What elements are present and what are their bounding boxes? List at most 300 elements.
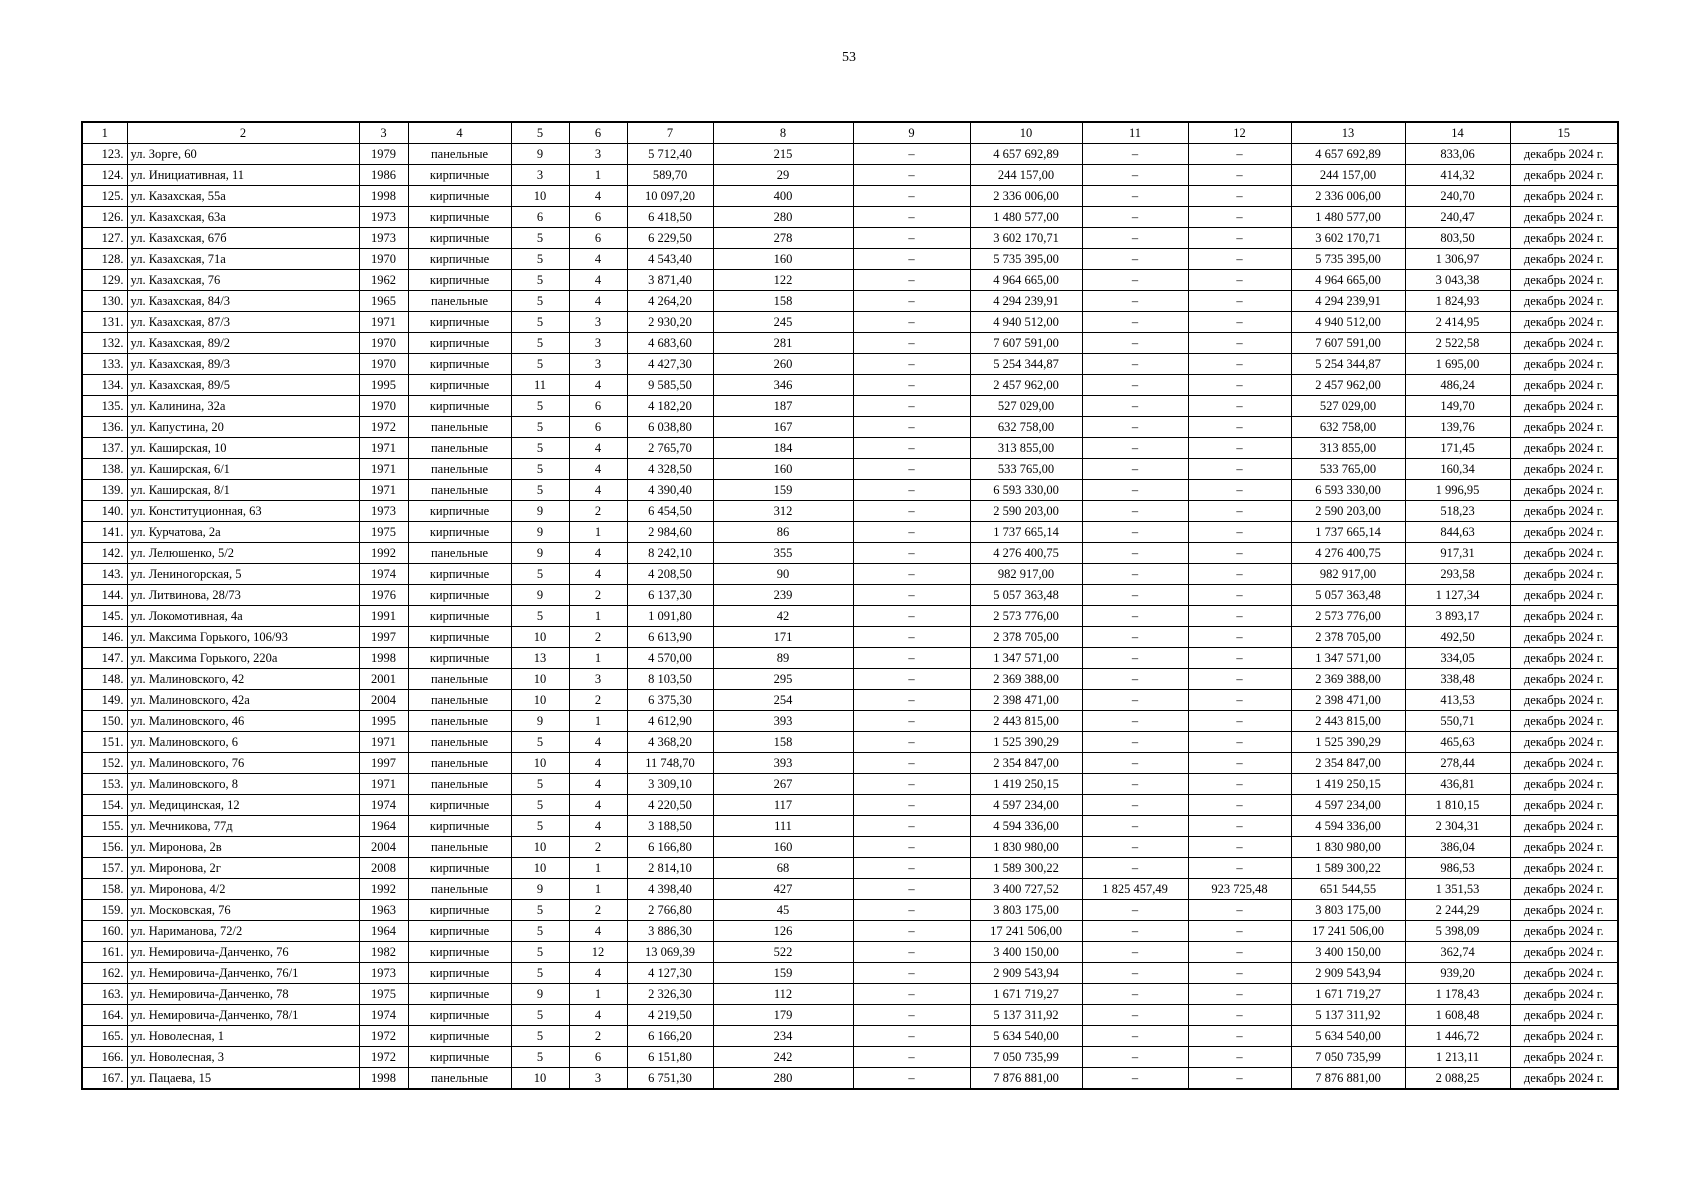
entrances-cell: 4 bbox=[569, 921, 627, 942]
area-cell: 4 264,20 bbox=[627, 291, 713, 312]
deadline-cell: декабрь 2024 г. bbox=[1510, 438, 1618, 459]
col11-amount-cell: – bbox=[1082, 774, 1188, 795]
table-row bbox=[82, 522, 1618, 543]
entrances-cell: 1 bbox=[569, 879, 627, 900]
year-cell: 1964 bbox=[359, 921, 408, 942]
area-cell: 6 166,20 bbox=[627, 1026, 713, 1047]
table-row bbox=[82, 879, 1618, 900]
col13-amount-cell: 244 157,00 bbox=[1291, 165, 1405, 186]
area-cell: 13 069,39 bbox=[627, 942, 713, 963]
col14-rate-cell: 833,06 bbox=[1405, 144, 1510, 165]
deadline-cell: декабрь 2024 г. bbox=[1510, 627, 1618, 648]
deadline-cell: декабрь 2024 г. bbox=[1510, 732, 1618, 753]
col11-amount-cell: – bbox=[1082, 816, 1188, 837]
address-cell: ул. Немировича-Данченко, 78/1 bbox=[127, 1005, 359, 1026]
floors-cell: 5 bbox=[511, 480, 569, 501]
deadline-cell: декабрь 2024 г. bbox=[1510, 522, 1618, 543]
col14-rate-cell: 1 306,97 bbox=[1405, 249, 1510, 270]
col11-amount-cell: – bbox=[1082, 795, 1188, 816]
year-cell: 1991 bbox=[359, 606, 408, 627]
address-cell: ул. Немировича-Данченко, 76/1 bbox=[127, 963, 359, 984]
floors-cell: 5 bbox=[511, 312, 569, 333]
residents-cell: 245 bbox=[713, 312, 853, 333]
table-row bbox=[82, 900, 1618, 921]
residents-cell: 522 bbox=[713, 942, 853, 963]
residents-cell: 215 bbox=[713, 144, 853, 165]
year-cell: 1972 bbox=[359, 1026, 408, 1047]
table-row bbox=[82, 543, 1618, 564]
wall-material-cell: кирпичные bbox=[408, 564, 511, 585]
residents-cell: 393 bbox=[713, 753, 853, 774]
year-cell: 2008 bbox=[359, 858, 408, 879]
column-header-13: 13 bbox=[1291, 122, 1405, 144]
wall-material-cell: кирпичные bbox=[408, 186, 511, 207]
col14-rate-cell: 1 608,48 bbox=[1405, 1005, 1510, 1026]
entrances-cell: 4 bbox=[569, 1005, 627, 1026]
col12-amount-cell: – bbox=[1188, 354, 1291, 375]
year-cell: 1974 bbox=[359, 1005, 408, 1026]
wall-material-cell: панельные bbox=[408, 480, 511, 501]
table-row bbox=[82, 1068, 1618, 1090]
col12-amount-cell: – bbox=[1188, 606, 1291, 627]
wall-material-cell: кирпичные bbox=[408, 606, 511, 627]
year-cell: 1970 bbox=[359, 396, 408, 417]
col9-cell: – bbox=[853, 270, 970, 291]
col10-amount-cell: 1 525 390,29 bbox=[970, 732, 1082, 753]
address-cell: ул. Нариманова, 72/2 bbox=[127, 921, 359, 942]
col14-rate-cell: 1 996,95 bbox=[1405, 480, 1510, 501]
row-number-cell: 148. bbox=[82, 669, 127, 690]
wall-material-cell: панельные bbox=[408, 837, 511, 858]
entrances-cell: 3 bbox=[569, 144, 627, 165]
deadline-cell: декабрь 2024 г. bbox=[1510, 816, 1618, 837]
col11-amount-cell: – bbox=[1082, 984, 1188, 1005]
residents-cell: 254 bbox=[713, 690, 853, 711]
column-header-10: 10 bbox=[970, 122, 1082, 144]
col9-cell: – bbox=[853, 753, 970, 774]
row-number-cell: 142. bbox=[82, 543, 127, 564]
col13-amount-cell: 2 443 815,00 bbox=[1291, 711, 1405, 732]
col9-cell: – bbox=[853, 963, 970, 984]
year-cell: 1964 bbox=[359, 816, 408, 837]
area-cell: 6 418,50 bbox=[627, 207, 713, 228]
address-cell: ул. Лелюшенко, 5/2 bbox=[127, 543, 359, 564]
residents-cell: 159 bbox=[713, 480, 853, 501]
floors-cell: 5 bbox=[511, 732, 569, 753]
col9-cell: – bbox=[853, 858, 970, 879]
floors-cell: 5 bbox=[511, 900, 569, 921]
col12-amount-cell: – bbox=[1188, 501, 1291, 522]
area-cell: 3 188,50 bbox=[627, 816, 713, 837]
residents-cell: 45 bbox=[713, 900, 853, 921]
col11-amount-cell: – bbox=[1082, 522, 1188, 543]
entrances-cell: 1 bbox=[569, 984, 627, 1005]
col13-amount-cell: 533 765,00 bbox=[1291, 459, 1405, 480]
deadline-cell: декабрь 2024 г. bbox=[1510, 375, 1618, 396]
area-cell: 2 326,30 bbox=[627, 984, 713, 1005]
floors-cell: 10 bbox=[511, 1068, 569, 1090]
year-cell: 1997 bbox=[359, 627, 408, 648]
area-cell: 4 570,00 bbox=[627, 648, 713, 669]
wall-material-cell: кирпичные bbox=[408, 501, 511, 522]
wall-material-cell: кирпичные bbox=[408, 249, 511, 270]
col12-amount-cell: – bbox=[1188, 186, 1291, 207]
col12-amount-cell: – bbox=[1188, 795, 1291, 816]
col13-amount-cell: 5 057 363,48 bbox=[1291, 585, 1405, 606]
col12-amount-cell: – bbox=[1188, 249, 1291, 270]
floors-cell: 5 bbox=[511, 459, 569, 480]
col14-rate-cell: 2 244,29 bbox=[1405, 900, 1510, 921]
deadline-cell: декабрь 2024 г. bbox=[1510, 858, 1618, 879]
year-cell: 1998 bbox=[359, 186, 408, 207]
area-cell: 4 543,40 bbox=[627, 249, 713, 270]
col11-amount-cell: 1 825 457,49 bbox=[1082, 879, 1188, 900]
residents-cell: 111 bbox=[713, 816, 853, 837]
deadline-cell: декабрь 2024 г. bbox=[1510, 669, 1618, 690]
col10-amount-cell: 2 573 776,00 bbox=[970, 606, 1082, 627]
entrances-cell: 4 bbox=[569, 480, 627, 501]
col9-cell: – bbox=[853, 501, 970, 522]
col14-rate-cell: 240,70 bbox=[1405, 186, 1510, 207]
deadline-cell: декабрь 2024 г. bbox=[1510, 711, 1618, 732]
year-cell: 1998 bbox=[359, 1068, 408, 1090]
wall-material-cell: панельные bbox=[408, 144, 511, 165]
wall-material-cell: панельные bbox=[408, 543, 511, 564]
deadline-cell: декабрь 2024 г. bbox=[1510, 585, 1618, 606]
col12-amount-cell: – bbox=[1188, 711, 1291, 732]
col9-cell: – bbox=[853, 291, 970, 312]
col9-cell: – bbox=[853, 375, 970, 396]
deadline-cell: декабрь 2024 г. bbox=[1510, 1026, 1618, 1047]
entrances-cell: 3 bbox=[569, 669, 627, 690]
wall-material-cell: кирпичные bbox=[408, 627, 511, 648]
table-row bbox=[82, 1026, 1618, 1047]
col12-amount-cell: – bbox=[1188, 291, 1291, 312]
col11-amount-cell: – bbox=[1082, 543, 1188, 564]
residents-cell: 86 bbox=[713, 522, 853, 543]
col14-rate-cell: 1 810,15 bbox=[1405, 795, 1510, 816]
page-number: 53 bbox=[842, 50, 856, 65]
col14-rate-cell: 5 398,09 bbox=[1405, 921, 1510, 942]
area-cell: 6 454,50 bbox=[627, 501, 713, 522]
address-cell: ул. Новолесная, 1 bbox=[127, 1026, 359, 1047]
deadline-cell: декабрь 2024 г. bbox=[1510, 1005, 1618, 1026]
table-row bbox=[82, 270, 1618, 291]
row-number-cell: 150. bbox=[82, 711, 127, 732]
row-number-cell: 151. bbox=[82, 732, 127, 753]
col14-rate-cell: 293,58 bbox=[1405, 564, 1510, 585]
entrances-cell: 2 bbox=[569, 690, 627, 711]
deadline-cell: декабрь 2024 г. bbox=[1510, 207, 1618, 228]
col10-amount-cell: 7 876 881,00 bbox=[970, 1068, 1082, 1090]
floors-cell: 9 bbox=[511, 984, 569, 1005]
col14-rate-cell: 160,34 bbox=[1405, 459, 1510, 480]
col11-amount-cell: – bbox=[1082, 165, 1188, 186]
table-row bbox=[82, 732, 1618, 753]
floors-cell: 9 bbox=[511, 879, 569, 900]
floors-cell: 6 bbox=[511, 207, 569, 228]
col12-amount-cell: – bbox=[1188, 312, 1291, 333]
area-cell: 10 097,20 bbox=[627, 186, 713, 207]
area-cell: 4 390,40 bbox=[627, 480, 713, 501]
row-number-cell: 145. bbox=[82, 606, 127, 627]
floors-cell: 5 bbox=[511, 249, 569, 270]
floors-cell: 5 bbox=[511, 438, 569, 459]
address-cell: ул. Локомотивная, 4а bbox=[127, 606, 359, 627]
year-cell: 1971 bbox=[359, 438, 408, 459]
column-header-15: 15 bbox=[1510, 122, 1618, 144]
col13-amount-cell: 1 480 577,00 bbox=[1291, 207, 1405, 228]
address-cell: ул. Каширская, 8/1 bbox=[127, 480, 359, 501]
col11-amount-cell: – bbox=[1082, 753, 1188, 774]
residents-cell: 29 bbox=[713, 165, 853, 186]
row-number-cell: 160. bbox=[82, 921, 127, 942]
row-number-cell: 147. bbox=[82, 648, 127, 669]
table-row bbox=[82, 753, 1618, 774]
col11-amount-cell: – bbox=[1082, 207, 1188, 228]
col13-amount-cell: 5 254 344,87 bbox=[1291, 354, 1405, 375]
col12-amount-cell: – bbox=[1188, 774, 1291, 795]
floors-cell: 13 bbox=[511, 648, 569, 669]
area-cell: 4 219,50 bbox=[627, 1005, 713, 1026]
col14-rate-cell: 550,71 bbox=[1405, 711, 1510, 732]
col10-amount-cell: 2 457 962,00 bbox=[970, 375, 1082, 396]
col9-cell: – bbox=[853, 711, 970, 732]
entrances-cell: 6 bbox=[569, 1047, 627, 1068]
col13-amount-cell: 4 964 665,00 bbox=[1291, 270, 1405, 291]
col11-amount-cell: – bbox=[1082, 669, 1188, 690]
table-row bbox=[82, 963, 1618, 984]
col13-amount-cell: 2 378 705,00 bbox=[1291, 627, 1405, 648]
col12-amount-cell: – bbox=[1188, 375, 1291, 396]
col11-amount-cell: – bbox=[1082, 606, 1188, 627]
address-cell: ул. Зорге, 60 bbox=[127, 144, 359, 165]
wall-material-cell: панельные bbox=[408, 1068, 511, 1090]
col13-amount-cell: 5 137 311,92 bbox=[1291, 1005, 1405, 1026]
col11-amount-cell: – bbox=[1082, 648, 1188, 669]
entrances-cell: 1 bbox=[569, 522, 627, 543]
column-header-5: 5 bbox=[511, 122, 569, 144]
year-cell: 1971 bbox=[359, 480, 408, 501]
deadline-cell: декабрь 2024 г. bbox=[1510, 333, 1618, 354]
column-header-8: 8 bbox=[713, 122, 853, 144]
row-number-cell: 123. bbox=[82, 144, 127, 165]
col13-amount-cell: 527 029,00 bbox=[1291, 396, 1405, 417]
entrances-cell: 3 bbox=[569, 1068, 627, 1090]
table-row bbox=[82, 1047, 1618, 1068]
col13-amount-cell: 2 909 543,94 bbox=[1291, 963, 1405, 984]
col10-amount-cell: 313 855,00 bbox=[970, 438, 1082, 459]
entrances-cell: 4 bbox=[569, 459, 627, 480]
area-cell: 3 871,40 bbox=[627, 270, 713, 291]
col13-amount-cell: 7 050 735,99 bbox=[1291, 1047, 1405, 1068]
address-cell: ул. Казахская, 89/2 bbox=[127, 333, 359, 354]
col11-amount-cell: – bbox=[1082, 249, 1188, 270]
col13-amount-cell: 4 657 692,89 bbox=[1291, 144, 1405, 165]
year-cell: 2001 bbox=[359, 669, 408, 690]
col11-amount-cell: – bbox=[1082, 564, 1188, 585]
floors-cell: 5 bbox=[511, 816, 569, 837]
table-header-row bbox=[82, 122, 1618, 144]
entrances-cell: 2 bbox=[569, 501, 627, 522]
wall-material-cell: кирпичные bbox=[408, 354, 511, 375]
residents-cell: 179 bbox=[713, 1005, 853, 1026]
address-cell: ул. Конституционная, 63 bbox=[127, 501, 359, 522]
table-row bbox=[82, 417, 1618, 438]
col14-rate-cell: 240,47 bbox=[1405, 207, 1510, 228]
col14-rate-cell: 1 213,11 bbox=[1405, 1047, 1510, 1068]
col9-cell: – bbox=[853, 900, 970, 921]
address-cell: ул. Курчатова, 2а bbox=[127, 522, 359, 543]
area-cell: 2 814,10 bbox=[627, 858, 713, 879]
deadline-cell: декабрь 2024 г. bbox=[1510, 690, 1618, 711]
row-number-cell: 159. bbox=[82, 900, 127, 921]
deadline-cell: декабрь 2024 г. bbox=[1510, 900, 1618, 921]
col9-cell: – bbox=[853, 459, 970, 480]
row-number-cell: 146. bbox=[82, 627, 127, 648]
area-cell: 2 765,70 bbox=[627, 438, 713, 459]
area-cell: 4 127,30 bbox=[627, 963, 713, 984]
col14-rate-cell: 986,53 bbox=[1405, 858, 1510, 879]
table-row bbox=[82, 375, 1618, 396]
area-cell: 6 229,50 bbox=[627, 228, 713, 249]
col13-amount-cell: 3 602 170,71 bbox=[1291, 228, 1405, 249]
col9-cell: – bbox=[853, 186, 970, 207]
column-header-3: 3 bbox=[359, 122, 408, 144]
col14-rate-cell: 465,63 bbox=[1405, 732, 1510, 753]
residents-cell: 239 bbox=[713, 585, 853, 606]
row-number-cell: 137. bbox=[82, 438, 127, 459]
entrances-cell: 2 bbox=[569, 837, 627, 858]
row-number-cell: 155. bbox=[82, 816, 127, 837]
entrances-cell: 2 bbox=[569, 900, 627, 921]
floors-cell: 5 bbox=[511, 333, 569, 354]
deadline-cell: декабрь 2024 г. bbox=[1510, 942, 1618, 963]
deadline-cell: декабрь 2024 г. bbox=[1510, 963, 1618, 984]
floors-cell: 5 bbox=[511, 1026, 569, 1047]
address-cell: ул. Малиновского, 46 bbox=[127, 711, 359, 732]
area-cell: 6 613,90 bbox=[627, 627, 713, 648]
col14-rate-cell: 1 351,53 bbox=[1405, 879, 1510, 900]
wall-material-cell: кирпичные bbox=[408, 1005, 511, 1026]
col12-amount-cell: – bbox=[1188, 459, 1291, 480]
col12-amount-cell: – bbox=[1188, 837, 1291, 858]
col9-cell: – bbox=[853, 606, 970, 627]
address-cell: ул. Каширская, 10 bbox=[127, 438, 359, 459]
col9-cell: – bbox=[853, 228, 970, 249]
col9-cell: – bbox=[853, 1068, 970, 1090]
year-cell: 1974 bbox=[359, 795, 408, 816]
residents-cell: 393 bbox=[713, 711, 853, 732]
col10-amount-cell: 4 597 234,00 bbox=[970, 795, 1082, 816]
wall-material-cell: кирпичные bbox=[408, 522, 511, 543]
col10-amount-cell: 4 594 336,00 bbox=[970, 816, 1082, 837]
floors-cell: 10 bbox=[511, 858, 569, 879]
col9-cell: – bbox=[853, 480, 970, 501]
wall-material-cell: панельные bbox=[408, 732, 511, 753]
entrances-cell: 1 bbox=[569, 606, 627, 627]
address-cell: ул. Казахская, 55а bbox=[127, 186, 359, 207]
col13-amount-cell: 5 634 540,00 bbox=[1291, 1026, 1405, 1047]
area-cell: 4 328,50 bbox=[627, 459, 713, 480]
col12-amount-cell: – bbox=[1188, 858, 1291, 879]
table-row bbox=[82, 207, 1618, 228]
entrances-cell: 1 bbox=[569, 858, 627, 879]
residents-cell: 278 bbox=[713, 228, 853, 249]
col14-rate-cell: 1 446,72 bbox=[1405, 1026, 1510, 1047]
table-row bbox=[82, 585, 1618, 606]
year-cell: 1973 bbox=[359, 501, 408, 522]
col11-amount-cell: – bbox=[1082, 270, 1188, 291]
col10-amount-cell: 4 294 239,91 bbox=[970, 291, 1082, 312]
address-cell: ул. Казахская, 89/5 bbox=[127, 375, 359, 396]
table-row bbox=[82, 690, 1618, 711]
col9-cell: – bbox=[853, 690, 970, 711]
col14-rate-cell: 1 178,43 bbox=[1405, 984, 1510, 1005]
address-cell: ул. Московская, 76 bbox=[127, 900, 359, 921]
col11-amount-cell: – bbox=[1082, 480, 1188, 501]
deadline-cell: декабрь 2024 г. bbox=[1510, 648, 1618, 669]
wall-material-cell: кирпичные bbox=[408, 312, 511, 333]
address-cell: ул. Новолесная, 3 bbox=[127, 1047, 359, 1068]
area-cell: 1 091,80 bbox=[627, 606, 713, 627]
table-row bbox=[82, 165, 1618, 186]
col13-amount-cell: 2 336 006,00 bbox=[1291, 186, 1405, 207]
col13-amount-cell: 2 369 388,00 bbox=[1291, 669, 1405, 690]
year-cell: 1971 bbox=[359, 312, 408, 333]
table-row bbox=[82, 564, 1618, 585]
entrances-cell: 2 bbox=[569, 627, 627, 648]
col10-amount-cell: 2 590 203,00 bbox=[970, 501, 1082, 522]
col10-amount-cell: 3 400 727,52 bbox=[970, 879, 1082, 900]
col9-cell: – bbox=[853, 417, 970, 438]
col10-amount-cell: 632 758,00 bbox=[970, 417, 1082, 438]
wall-material-cell: кирпичные bbox=[408, 1026, 511, 1047]
col14-rate-cell: 386,04 bbox=[1405, 837, 1510, 858]
col12-amount-cell: – bbox=[1188, 144, 1291, 165]
year-cell: 1992 bbox=[359, 879, 408, 900]
entrances-cell: 4 bbox=[569, 270, 627, 291]
col12-amount-cell: – bbox=[1188, 900, 1291, 921]
row-number-cell: 163. bbox=[82, 984, 127, 1005]
address-cell: ул. Немировича-Данченко, 76 bbox=[127, 942, 359, 963]
entrances-cell: 6 bbox=[569, 417, 627, 438]
col11-amount-cell: – bbox=[1082, 921, 1188, 942]
row-number-cell: 129. bbox=[82, 270, 127, 291]
col10-amount-cell: 4 657 692,89 bbox=[970, 144, 1082, 165]
entrances-cell: 6 bbox=[569, 228, 627, 249]
area-cell: 6 375,30 bbox=[627, 690, 713, 711]
deadline-cell: декабрь 2024 г. bbox=[1510, 606, 1618, 627]
table-row bbox=[82, 795, 1618, 816]
row-number-cell: 140. bbox=[82, 501, 127, 522]
floors-cell: 5 bbox=[511, 417, 569, 438]
row-number-cell: 125. bbox=[82, 186, 127, 207]
entrances-cell: 4 bbox=[569, 774, 627, 795]
col12-amount-cell: – bbox=[1188, 627, 1291, 648]
residents-cell: 234 bbox=[713, 1026, 853, 1047]
year-cell: 1975 bbox=[359, 522, 408, 543]
year-cell: 1979 bbox=[359, 144, 408, 165]
col13-amount-cell: 1 737 665,14 bbox=[1291, 522, 1405, 543]
residents-cell: 184 bbox=[713, 438, 853, 459]
year-cell: 1975 bbox=[359, 984, 408, 1005]
deadline-cell: декабрь 2024 г. bbox=[1510, 837, 1618, 858]
col14-rate-cell: 334,05 bbox=[1405, 648, 1510, 669]
residents-cell: 260 bbox=[713, 354, 853, 375]
address-cell: ул. Миронова, 4/2 bbox=[127, 879, 359, 900]
area-cell: 9 585,50 bbox=[627, 375, 713, 396]
